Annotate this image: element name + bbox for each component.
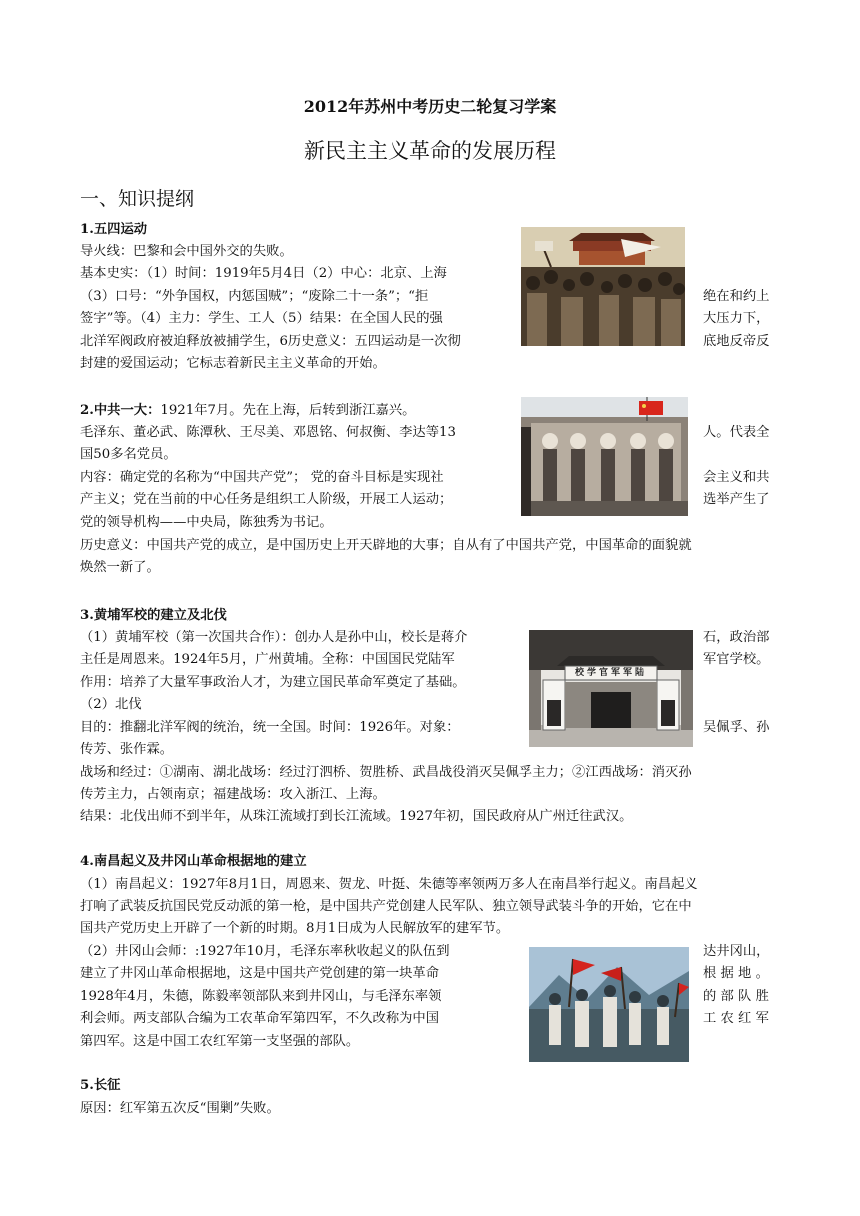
paragraph-line: （2）井冈山会师：:1927年10月，毛泽东率秋收起义的队伍到 bbox=[80, 944, 450, 959]
paragraph-line: 作用：培养了大量军事政治人才，为建立国民革命军奠定了基础。 bbox=[80, 675, 466, 690]
paragraph-line: 传芳主力，占领南京；福建战场：攻入浙江、上海。 bbox=[80, 787, 386, 802]
paragraph-line: 历史意义：中国共产党的成立，是中国历史上开天辟地的大事；自从有了中国共产党，中国革命的面貌就 bbox=[80, 538, 692, 553]
paragraph-line: 建立了井冈山革命根据地，这是中国共产党创建的第一块革命 bbox=[80, 966, 440, 981]
paragraph-line: （1）黄埔军校（第一次国共合作）：创办人是孙中山，校长是蒋介 bbox=[80, 630, 468, 645]
paragraph-line-end: 的 部 队 胜 bbox=[703, 989, 769, 1004]
paragraph-line-end: 根 据 地 。 bbox=[703, 966, 769, 981]
gate-inscription: 校学官军军陆 bbox=[574, 668, 647, 678]
paragraph-line: 第四军。这是中国工农红军第一支坚强的部队。 bbox=[80, 1034, 360, 1049]
paragraph-line: 利会师。两支部队合编为工农革命军第四军，不久改称为中国 bbox=[80, 1011, 440, 1026]
section-2-intro: 1921年7月。先在上海，后转到浙江嘉兴。 bbox=[160, 403, 416, 418]
paragraph-line: 焕然一新了。 bbox=[80, 560, 160, 575]
paragraph-line: （2）北伐 bbox=[80, 697, 142, 712]
section-2-heading: 2.中共一大： bbox=[80, 403, 161, 418]
paragraph-line bbox=[80, 400, 415, 422]
paragraph-line: 产主义；党在当前的中心任务是组织工人阶级，开展工人运动； bbox=[80, 492, 453, 507]
paragraph-line: 目的：推翻北洋军阀的统治，统一全国。时间：1926年。对象： bbox=[80, 720, 460, 735]
whampoa-gate-photo bbox=[529, 630, 693, 747]
document-title: 2012年苏州中考历史二轮复习学案 bbox=[303, 97, 557, 116]
section-5-heading: 5.长征 bbox=[80, 1078, 121, 1093]
paragraph-line: 内容：确定党的名称为“中国共产党”； 党的奋斗目标是实现社 bbox=[80, 470, 444, 485]
paragraph-line-end: 吴佩孚、孙 bbox=[703, 720, 770, 735]
paragraph-line: 传芳、张作霖。 bbox=[80, 742, 174, 757]
paragraph-line-end: 工 农 红 军 bbox=[703, 1011, 769, 1026]
paragraph-line-end: 选举产生了 bbox=[703, 492, 770, 507]
paragraph-line-end: 会主义和共 bbox=[703, 470, 770, 485]
paragraph-line: 导火线：巴黎和会中国外交的失败。 bbox=[80, 244, 293, 259]
paragraph-line: （3）口号：“外争国权，内惩国贼”；“废除二十一条”；“拒 bbox=[80, 289, 429, 304]
paragraph-line: 国共产党历史上开辟了一个新的时期。8月1日成为人民解放军的建军节。 bbox=[80, 921, 510, 936]
paragraph-line: 封建的爱国运动；它标志着新民主主义革命的开始。 bbox=[80, 356, 386, 371]
paragraph-line: 党的领导机构——中央局，陈独秀为书记。 bbox=[80, 515, 333, 530]
paragraph-line: 北洋军阀政府被迫释放被捕学生，6历史意义：五四运动是一次彻 bbox=[80, 334, 461, 349]
paragraph-line: 结果：北伐出师不到半年，从珠江流域打到长江流域。1927年初，国民政府从广州迁往武汉。 bbox=[80, 809, 633, 824]
paragraph-line-end: 军官学校。 bbox=[703, 652, 770, 667]
paragraph-line: （1）南昌起义：1927年8月1日，周恩来、贺龙、叶挺、朱德等率领两万多人在南昌举行起义。南昌起义 bbox=[80, 877, 698, 892]
paragraph-line: 签字”等。（4）主力：学生、工人（5）结果：在全国人民的强 bbox=[80, 311, 443, 326]
paragraph-line: 原因：红军第五次反“围剿”失败。 bbox=[80, 1101, 280, 1116]
paragraph-line: 基本史实：（1）时间：1919年5月4日（2）中心：北京、上海 bbox=[80, 266, 447, 281]
paragraph-line-end: 石，政治部 bbox=[703, 630, 770, 645]
section-3-heading: 3.黄埔军校的建立及北伐 bbox=[80, 608, 227, 623]
paragraph-line-end: 绝在和约上 bbox=[703, 289, 770, 304]
paragraph-line-end: 底地反帝反 bbox=[703, 334, 770, 349]
paragraph-line: 毛泽东、董必武、陈潭秋、王尽美、邓恩铭、何叔衡、李达等13 bbox=[80, 425, 456, 440]
paragraph-line: 主任是周恩来。1924年5月，广州黄埔。全称：中国国民党陆军 bbox=[80, 652, 455, 667]
paragraph-line: 打响了武装反抗国民党反动派的第一枪，是中国共产党创建人民军队、独立领导武装斗争的开始，它在中 bbox=[80, 899, 692, 914]
section-1-heading: 1.五四运动 bbox=[80, 222, 148, 237]
paragraph-line: 1928年4月，朱德，陈毅率领部队来到井冈山，与毛泽东率领 bbox=[80, 989, 442, 1004]
section-4-heading: 4.南昌起义及井冈山革命根据地的建立 bbox=[80, 854, 307, 869]
paragraph-line-end: 大压力下， bbox=[703, 311, 770, 326]
paragraph-line: 国50多名党员。 bbox=[80, 447, 177, 462]
section-heading: 一、知识提纲 bbox=[80, 188, 195, 210]
document-subtitle: 新民主主义革命的发展历程 bbox=[304, 139, 556, 163]
paragraph-line-end: 人。代表全 bbox=[703, 425, 770, 440]
first-congress-site-photo bbox=[521, 397, 688, 516]
jinggangshan-meeting-painting bbox=[529, 947, 689, 1062]
paragraph-line-end: 达井冈山， bbox=[703, 944, 770, 959]
paragraph-line: 战场和经过：①湖南、湖北战场：经过汀泗桥、贺胜桥、武昌战役消灭吴佩孚主力；②江西战场：消灭孙 bbox=[80, 765, 692, 780]
may-fourth-photo bbox=[521, 227, 685, 346]
